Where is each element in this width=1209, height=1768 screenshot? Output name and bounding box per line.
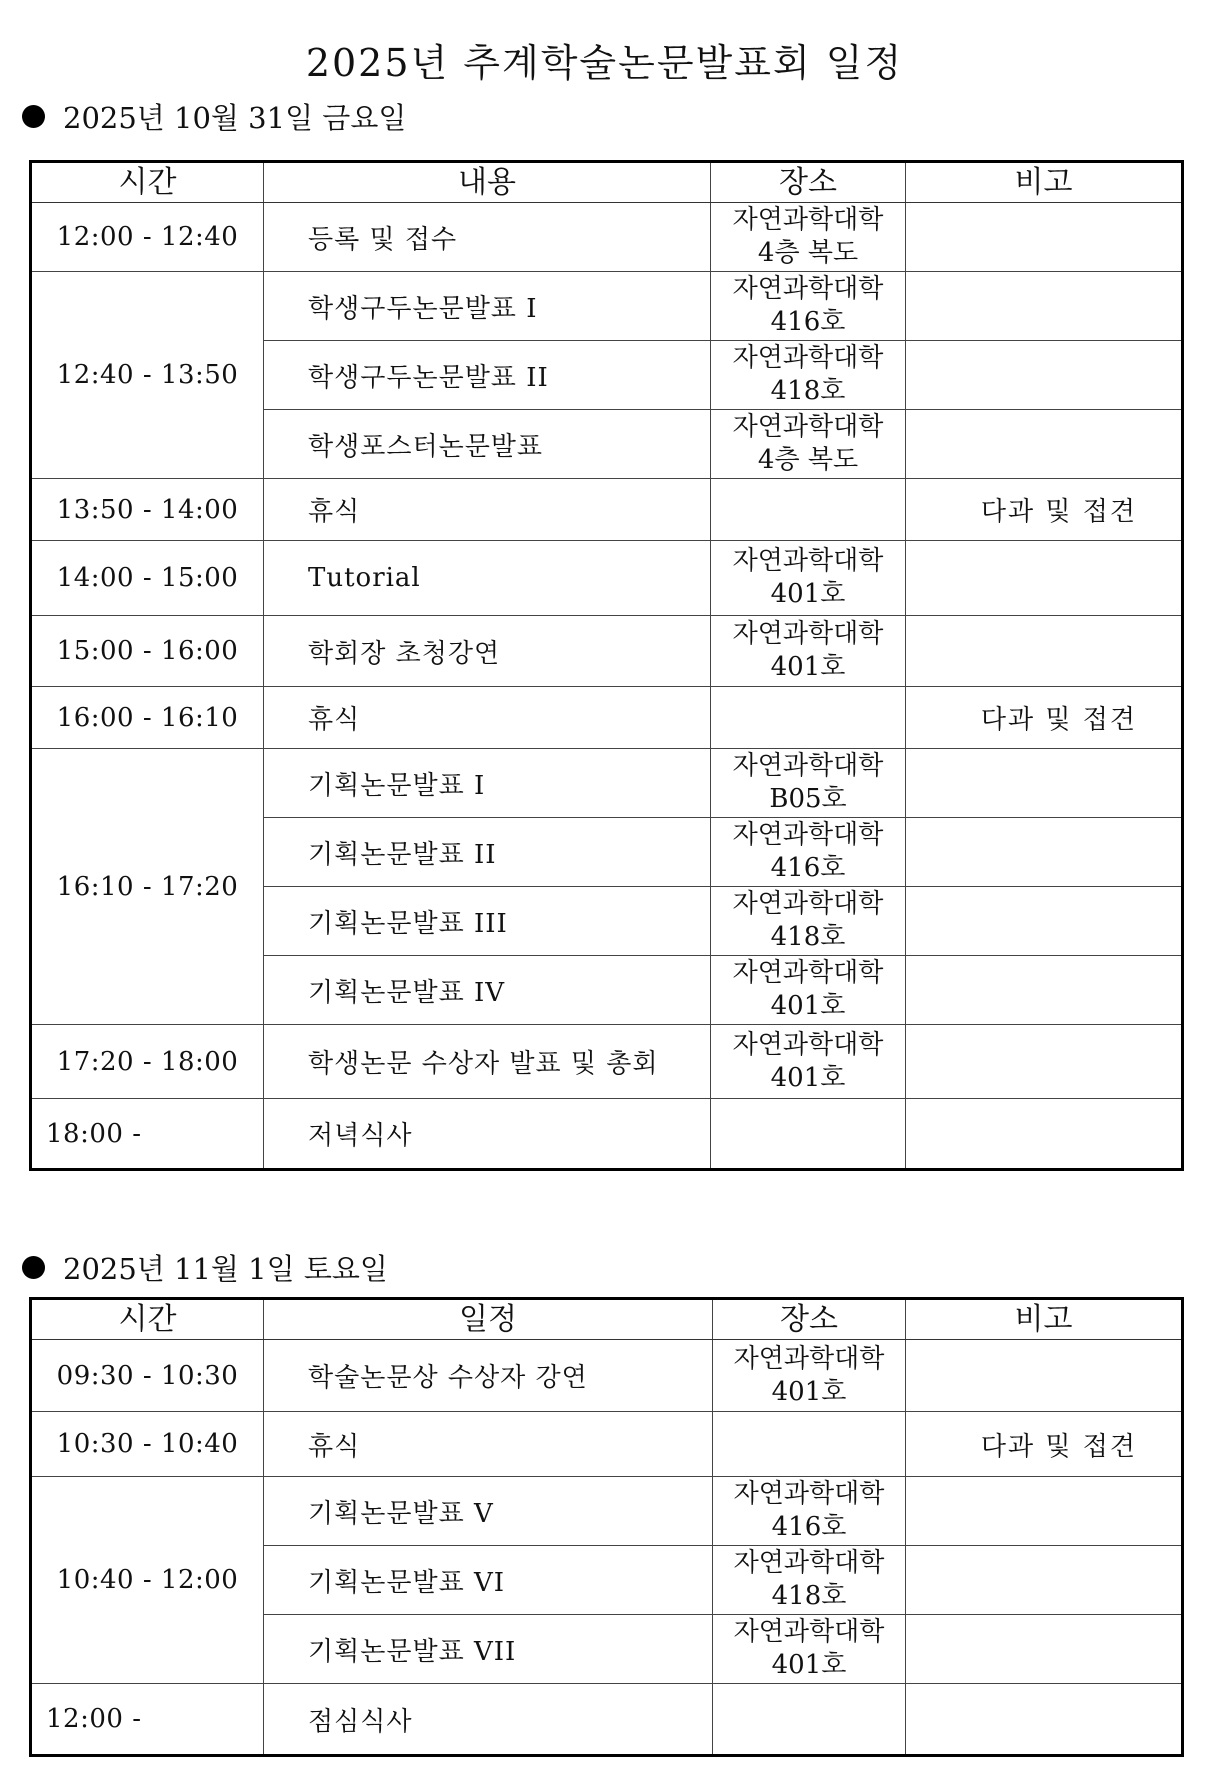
time-cell: 14:00 - 15:00: [31, 541, 264, 616]
header-place: 장소: [713, 1299, 906, 1340]
day-heading: [22, 1247, 388, 1288]
time-cell: 12:40 - 13:50: [31, 272, 264, 479]
time-cell: 16:10 - 17:20: [31, 749, 264, 1025]
content-cell: 휴식: [264, 687, 711, 749]
place-line-2: 4층 복도: [757, 445, 859, 475]
place-line-2: 4층 복도: [757, 238, 859, 268]
note-cell: [906, 1099, 1183, 1170]
place-line-2: 416호: [770, 307, 846, 337]
content-cell: 기획논문발표 V: [264, 1477, 713, 1546]
note-cell: [906, 749, 1183, 818]
table-row: [31, 1025, 1183, 1099]
place-line-1: 자연과학대학: [732, 619, 884, 649]
table-header-row: [31, 1299, 1183, 1340]
place-cell: [711, 272, 906, 341]
note-cell: [906, 410, 1183, 479]
day-heading: [22, 96, 406, 137]
header-time: 시간: [31, 162, 264, 203]
content-cell: 기획논문발표 VII: [264, 1615, 713, 1684]
content-cell: 학생논문 수상자 발표 및 총회: [264, 1025, 711, 1099]
place-cell: [711, 410, 906, 479]
time-cell: 18:00 -: [31, 1099, 264, 1170]
place-cell: [711, 1025, 906, 1099]
place-cell: [711, 749, 906, 818]
place-cell: [713, 1477, 906, 1546]
place-line-2: 418호: [770, 376, 846, 406]
place-cell: [713, 1615, 906, 1684]
place-line-2: 418호: [770, 922, 846, 952]
time-cell: 10:40 - 12:00: [31, 1477, 264, 1684]
content-cell: 기획논문발표 II: [264, 818, 711, 887]
content-cell: 학술논문상 수상자 강연: [264, 1340, 713, 1412]
note-cell: [906, 818, 1183, 887]
place-line-1: 자연과학대학: [732, 820, 884, 850]
header-note: 비고: [906, 162, 1183, 203]
day-heading-label: 2025년 11월 1일 토요일: [63, 1252, 388, 1286]
note-cell: 다과 및 접견: [906, 479, 1183, 541]
table-row: [31, 1477, 1183, 1546]
table-row: [31, 616, 1183, 687]
note-cell: [906, 1546, 1183, 1615]
table-row: [31, 1412, 1183, 1477]
place-line-1: 자연과학대학: [732, 889, 884, 919]
time-cell: 12:00 -: [31, 1684, 264, 1756]
place-cell: [711, 341, 906, 410]
content-cell: 기획논문발표 VI: [264, 1546, 713, 1615]
place-line-1: 자연과학대학: [732, 205, 884, 235]
note-cell: [906, 1684, 1183, 1756]
content-cell: 휴식: [264, 1412, 713, 1477]
note-cell: [906, 1615, 1183, 1684]
place-line-2: 416호: [771, 1512, 847, 1542]
bullet-icon: [22, 1256, 45, 1279]
place-cell: [711, 479, 906, 541]
place-line-2: 401호: [771, 1376, 847, 1407]
schedule-table-day2: [29, 1297, 1184, 1757]
place-line-1: 자연과학대학: [733, 1617, 885, 1647]
table-row: [31, 1099, 1183, 1170]
note-cell: [906, 1477, 1183, 1546]
place-line-2: 401호: [770, 991, 846, 1021]
note-cell: [906, 272, 1183, 341]
note-cell: [906, 541, 1183, 616]
time-cell: 16:00 - 16:10: [31, 687, 264, 749]
place-line-2: 401호: [770, 579, 846, 609]
table-row: [31, 479, 1183, 541]
note-cell: [906, 887, 1183, 956]
content-cell: 점심식사: [264, 1684, 713, 1756]
time-cell: 09:30 - 10:30: [31, 1340, 264, 1412]
bullet-icon: [22, 105, 45, 128]
table-row: [31, 1684, 1183, 1756]
day-heading-label: 2025년 10월 31일 금요일: [63, 101, 407, 135]
time-cell: 17:20 - 18:00: [31, 1025, 264, 1099]
place-cell: [711, 616, 906, 687]
note-cell: [906, 203, 1183, 272]
content-cell: 저녁식사: [264, 1099, 711, 1170]
place-line-1: 자연과학대학: [732, 412, 884, 442]
content-cell: 기획논문발표 I: [264, 749, 711, 818]
place-cell: [711, 1099, 906, 1170]
place-line-1: 자연과학대학: [732, 1029, 884, 1060]
place-cell: [711, 203, 906, 272]
place-line-1: 자연과학대학: [732, 343, 884, 373]
page-title: 2025년 추계학술논문발표회 일정: [305, 41, 904, 85]
place-line-1: 자연과학대학: [732, 274, 884, 304]
table-row: [31, 541, 1183, 616]
content-cell: 학생포스터논문발표: [264, 410, 711, 479]
content-cell: 학생구두논문발표 II: [264, 341, 711, 410]
table-row: [31, 272, 1183, 341]
content-cell: 학생구두논문발표 I: [264, 272, 711, 341]
table-row: [31, 1340, 1183, 1412]
header-note: 비고: [906, 1299, 1183, 1340]
place-cell: [711, 818, 906, 887]
place-line-1: 자연과학대학: [732, 958, 884, 988]
place-cell: [711, 687, 906, 749]
place-line-2: B05호: [769, 784, 847, 814]
note-cell: [906, 1340, 1183, 1412]
header-time: 시간: [31, 1299, 264, 1340]
place-line-1: 자연과학대학: [733, 1548, 885, 1578]
note-cell: 다과 및 접견: [906, 687, 1183, 749]
note-cell: [906, 1025, 1183, 1099]
place-cell: [711, 887, 906, 956]
time-cell: 15:00 - 16:00: [31, 616, 264, 687]
content-cell: 휴식: [264, 479, 711, 541]
place-line-2: 401호: [771, 1650, 847, 1680]
place-cell: [713, 1684, 906, 1756]
note-cell: [906, 341, 1183, 410]
content-cell: 기획논문발표 IV: [264, 956, 711, 1025]
note-cell: [906, 616, 1183, 687]
header-content: 내용: [264, 162, 711, 203]
table-row: [31, 687, 1183, 749]
place-cell: [711, 541, 906, 616]
place-line-2: 416호: [770, 853, 846, 883]
table-row: [31, 203, 1183, 272]
time-cell: 12:00 - 12:40: [31, 203, 264, 272]
note-cell: 다과 및 접견: [906, 1412, 1183, 1477]
place-line-2: 401호: [770, 652, 846, 682]
time-cell: 10:30 - 10:40: [31, 1412, 264, 1477]
header-content: 일정: [264, 1299, 713, 1340]
place-line-2: 401호: [770, 1062, 846, 1093]
table-header-row: [31, 162, 1183, 203]
place-line-1: 자연과학대학: [732, 751, 884, 781]
place-cell: [713, 1546, 906, 1615]
content-cell: 등록 및 접수: [264, 203, 711, 272]
content-cell: 기획논문발표 III: [264, 887, 711, 956]
content-cell: 학회장 초청강연: [264, 616, 711, 687]
place-cell: [711, 956, 906, 1025]
place-line-2: 418호: [771, 1581, 847, 1611]
place-cell: [713, 1412, 906, 1477]
place-line-1: 자연과학대학: [733, 1479, 885, 1509]
content-cell: Tutorial: [264, 541, 711, 616]
schedule-table-day1: [29, 160, 1184, 1171]
place-line-1: 자연과학대학: [732, 546, 884, 576]
header-place: 장소: [711, 162, 906, 203]
table-row: [31, 749, 1183, 818]
place-line-1: 자연과학대학: [733, 1343, 885, 1374]
note-cell: [906, 956, 1183, 1025]
place-cell: [713, 1340, 906, 1412]
time-cell: 13:50 - 14:00: [31, 479, 264, 541]
